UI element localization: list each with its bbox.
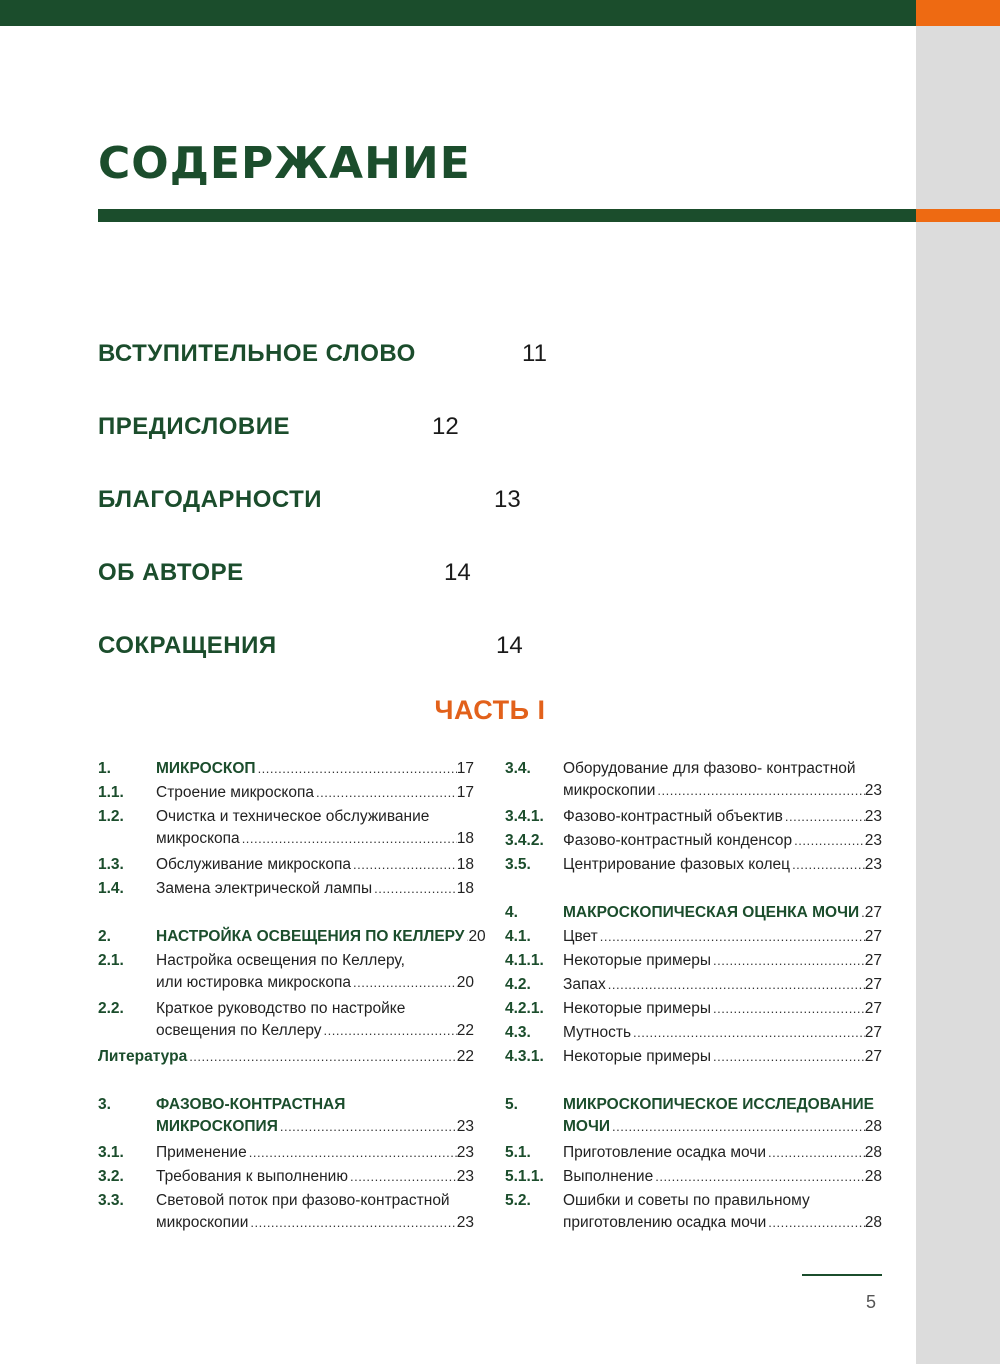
title-rule-accent xyxy=(916,209,1000,222)
page-number: 5 xyxy=(866,1292,877,1312)
toc-leader xyxy=(598,929,865,944)
toc-label: Оборудование для фазово- контрастной xyxy=(563,760,856,777)
toc-page: 23 xyxy=(456,1144,474,1161)
toc-number: 1.3. xyxy=(98,856,124,873)
toc-label: микроскопии xyxy=(156,1214,249,1231)
toc-entry-continuation[interactable] xyxy=(98,1214,474,1236)
toc-entry[interactable] xyxy=(505,1096,882,1118)
toc-number: 4.2. xyxy=(505,976,531,993)
toc-entry[interactable] xyxy=(505,1192,882,1214)
toc-page: 27 xyxy=(864,1000,882,1017)
toc-entry-continuation[interactable] xyxy=(505,1118,882,1140)
toc-entry[interactable] xyxy=(505,952,882,974)
toc-leader xyxy=(766,1145,865,1160)
toc-major-label: ВСТУПИТЕЛЬНОЕ СЛОВО xyxy=(98,340,416,367)
toc-entry[interactable] xyxy=(505,1024,882,1046)
toc-leader xyxy=(711,1049,865,1064)
toc-label: МОЧИ xyxy=(563,1118,610,1135)
toc-major-entry[interactable] xyxy=(98,632,598,662)
toc-number: 4.1. xyxy=(505,928,531,945)
toc-major-page: 11 xyxy=(522,340,547,367)
toc-leader xyxy=(278,1119,457,1134)
toc-entry-continuation[interactable] xyxy=(505,1214,882,1236)
toc-page: 17 xyxy=(456,760,474,777)
toc-label: микроскопа xyxy=(156,830,240,847)
toc-label: Приготовление осадка мочи xyxy=(563,1144,766,1161)
toc-number: 3.4.2. xyxy=(505,832,544,849)
toc-leader xyxy=(314,785,457,800)
toc-entry[interactable] xyxy=(505,928,882,950)
toc-page: 20 xyxy=(456,974,474,991)
toc-label: Некоторые примеры xyxy=(563,1000,711,1017)
toc-entry-continuation[interactable] xyxy=(98,1022,474,1044)
toc-page: 23 xyxy=(864,782,882,799)
toc-number: 3.4. xyxy=(505,760,531,777)
toc-entry-continuation[interactable] xyxy=(98,1118,474,1140)
toc-label: Фазово-контрастный конденсор xyxy=(563,832,793,849)
toc-major-entry[interactable] xyxy=(98,413,598,443)
footer-rule xyxy=(802,1274,882,1276)
toc-page: 27 xyxy=(864,976,882,993)
toc-leader xyxy=(790,857,865,872)
toc-entry[interactable] xyxy=(98,760,474,782)
toc-major-entry[interactable] xyxy=(98,559,598,589)
toc-page: 17 xyxy=(456,784,474,801)
toc-page: 27 xyxy=(864,928,882,945)
toc-leader xyxy=(351,857,457,872)
toc-number: 1.1. xyxy=(98,784,124,801)
toc-label: Применение xyxy=(156,1144,247,1161)
toc-label: ФАЗОВО-КОНТРАСТНАЯ xyxy=(156,1096,346,1113)
toc-page: 28 xyxy=(864,1168,882,1185)
toc-entry[interactable] xyxy=(505,856,882,878)
toc-leader xyxy=(187,1049,457,1064)
toc-label: Обслуживание микроскопа xyxy=(156,856,352,873)
top-bar xyxy=(0,0,916,26)
toc-page: 28 xyxy=(864,1214,882,1231)
toc-leader xyxy=(653,1169,865,1184)
toc-number: 3.4.1. xyxy=(505,808,544,825)
toc-number: 1.2. xyxy=(98,808,124,825)
side-strip xyxy=(916,0,1000,1364)
toc-page: 23 xyxy=(864,808,882,825)
toc-leader xyxy=(766,1215,864,1230)
toc-leader xyxy=(711,1001,865,1016)
toc-number: 1.4. xyxy=(98,880,124,897)
toc-entry[interactable] xyxy=(505,1168,882,1190)
toc-entry[interactable] xyxy=(505,976,882,998)
toc-label: Цвет xyxy=(563,928,598,945)
toc-label: Настройка освещения по Келлеру, xyxy=(156,952,405,969)
toc-entry[interactable] xyxy=(505,1144,882,1166)
toc-leader xyxy=(247,1145,457,1160)
toc-label: Фазово-контрастный объектив xyxy=(563,808,783,825)
toc-label: освещения по Келлеру xyxy=(156,1022,322,1039)
toc-number: 3.2. xyxy=(98,1168,124,1185)
toc-number: 3. xyxy=(98,1096,111,1113)
toc-number: 5.2. xyxy=(505,1192,531,1209)
toc-leader xyxy=(322,1023,457,1038)
toc-label: Выполнение xyxy=(563,1168,654,1185)
toc-number: 4. xyxy=(505,904,518,921)
toc-number: 5.1. xyxy=(505,1144,531,1161)
toc-entry[interactable] xyxy=(505,832,882,854)
toc-label: Требования к выполнению xyxy=(156,1168,348,1185)
toc-entry[interactable] xyxy=(505,1000,882,1022)
toc-entry[interactable] xyxy=(505,760,882,782)
toc-entry[interactable] xyxy=(98,1048,474,1070)
toc-page: 23 xyxy=(864,832,882,849)
toc-label: Мутность xyxy=(563,1024,632,1041)
toc-entry[interactable] xyxy=(98,1144,474,1166)
toc-major-page: 14 xyxy=(496,632,523,659)
toc-entry[interactable] xyxy=(98,952,474,974)
toc-major-label: ОБ АВТОРЕ xyxy=(98,559,244,586)
toc-number: 4.2.1. xyxy=(505,1000,544,1017)
toc-number: 3.5. xyxy=(505,856,531,873)
toc-label: Строение микроскопа xyxy=(156,784,314,801)
toc-label: Литература xyxy=(98,1048,188,1065)
toc-label: микроскопии xyxy=(563,782,656,799)
toc-page: 22 xyxy=(456,1048,474,1065)
toc-label: Ошибки и советы по правильному xyxy=(563,1192,810,1209)
toc-leader xyxy=(610,1119,865,1134)
toc-page: 27 xyxy=(864,904,882,921)
toc-entry[interactable] xyxy=(98,1168,474,1190)
toc-number: 5.1.1. xyxy=(505,1168,544,1185)
toc-number: 2.1. xyxy=(98,952,124,969)
toc-number: 4.3. xyxy=(505,1024,531,1041)
toc-label: Замена электрической лампы xyxy=(156,880,373,897)
top-bar-accent xyxy=(916,0,1000,26)
toc-major-label: СОКРАЩЕНИЯ xyxy=(98,632,277,659)
toc-number: 4.3.1. xyxy=(505,1048,544,1065)
toc-number: 3.3. xyxy=(98,1192,124,1209)
toc-entry[interactable] xyxy=(505,1048,882,1070)
toc-label: МАКРОСКОПИЧЕСКАЯ ОЦЕНКА МОЧИ xyxy=(563,904,860,921)
title-rule xyxy=(98,209,916,222)
toc-label: или юстировка микроскопа xyxy=(156,974,351,991)
toc-label: Центрирование фазовых колец xyxy=(563,856,791,873)
toc-page: 28 xyxy=(864,1118,882,1135)
toc-page: 27 xyxy=(864,1048,882,1065)
toc-label: Некоторые примеры xyxy=(563,952,711,969)
toc-entry-continuation[interactable] xyxy=(98,974,474,996)
toc-major-page: 12 xyxy=(432,413,459,440)
toc-entry[interactable] xyxy=(98,880,474,902)
toc-page: 23 xyxy=(456,1118,474,1135)
part-title: ЧАСТЬ I xyxy=(434,695,546,725)
toc-number: 2.2. xyxy=(98,1000,124,1017)
toc-entry[interactable] xyxy=(98,1000,474,1022)
toc-leader xyxy=(351,975,457,990)
toc-number: 4.1.1. xyxy=(505,952,544,969)
toc-label: Краткое руководство по настройке xyxy=(156,1000,406,1017)
toc-leader xyxy=(783,809,865,824)
toc-label: НАСТРОЙКА ОСВЕЩЕНИЯ ПО КЕЛЛЕРУ xyxy=(156,928,465,945)
toc-page: 23 xyxy=(864,856,882,873)
toc-major-label: ПРЕДИСЛОВИЕ xyxy=(98,413,290,440)
toc-page: 27 xyxy=(864,952,882,969)
toc-leader xyxy=(655,783,864,798)
toc-major-page: 14 xyxy=(444,559,471,586)
toc-leader xyxy=(240,831,457,846)
toc-leader xyxy=(792,833,865,848)
page-title: СОДЕРЖАНИЕ xyxy=(98,138,471,189)
toc-label: МИКРОСКОП xyxy=(156,760,256,777)
toc-entry[interactable] xyxy=(98,1192,474,1214)
toc-number: 3.1. xyxy=(98,1144,124,1161)
toc-page: 18 xyxy=(456,856,474,873)
toc-number: 2. xyxy=(98,928,111,945)
toc-major-label: БЛАГОДАРНОСТИ xyxy=(98,486,323,513)
toc-label: Запах xyxy=(563,976,606,993)
toc-major-page: 13 xyxy=(494,486,521,513)
toc-label: Некоторые примеры xyxy=(563,1048,711,1065)
toc-leader xyxy=(711,953,865,968)
toc-page: 23 xyxy=(456,1214,474,1231)
toc-page: 20 xyxy=(468,928,486,945)
toc-page: 18 xyxy=(456,830,474,847)
toc-page: 27 xyxy=(864,1024,882,1041)
toc-label: приготовлению осадка мочи xyxy=(563,1214,767,1231)
toc-page: 28 xyxy=(864,1144,882,1161)
toc-entry[interactable] xyxy=(505,904,882,926)
toc-entry[interactable] xyxy=(98,784,474,806)
toc-page: 23 xyxy=(456,1168,474,1185)
toc-page: 18 xyxy=(456,880,474,897)
toc-entry-continuation[interactable] xyxy=(505,782,882,804)
toc-number: 1. xyxy=(98,760,111,777)
toc-page: 22 xyxy=(456,1022,474,1039)
toc-entry[interactable] xyxy=(505,808,882,830)
toc-leader xyxy=(631,1025,865,1040)
toc-entry[interactable] xyxy=(98,808,474,830)
toc-label: Очистка и техническое обслуживание xyxy=(156,808,430,825)
toc-leader xyxy=(606,977,865,992)
toc-entry-continuation[interactable] xyxy=(98,830,474,852)
toc-leader xyxy=(348,1169,457,1184)
toc-label: Световой поток при фазово-контрастной xyxy=(156,1192,450,1209)
toc-entry[interactable] xyxy=(98,856,474,878)
toc-leader xyxy=(248,1215,456,1230)
toc-label: МИКРОСКОПИЧЕСКОЕ ИССЛЕДОВАНИЕ xyxy=(563,1096,875,1113)
toc-major-entry[interactable] xyxy=(98,340,598,370)
toc-leader xyxy=(256,761,457,776)
toc-label: МИКРОСКОПИЯ xyxy=(156,1118,278,1135)
toc-entry[interactable] xyxy=(98,928,486,950)
toc-leader xyxy=(372,881,457,896)
toc-major-entry[interactable] xyxy=(98,486,598,516)
toc-entry[interactable] xyxy=(98,1096,474,1118)
toc-number: 5. xyxy=(505,1096,518,1113)
